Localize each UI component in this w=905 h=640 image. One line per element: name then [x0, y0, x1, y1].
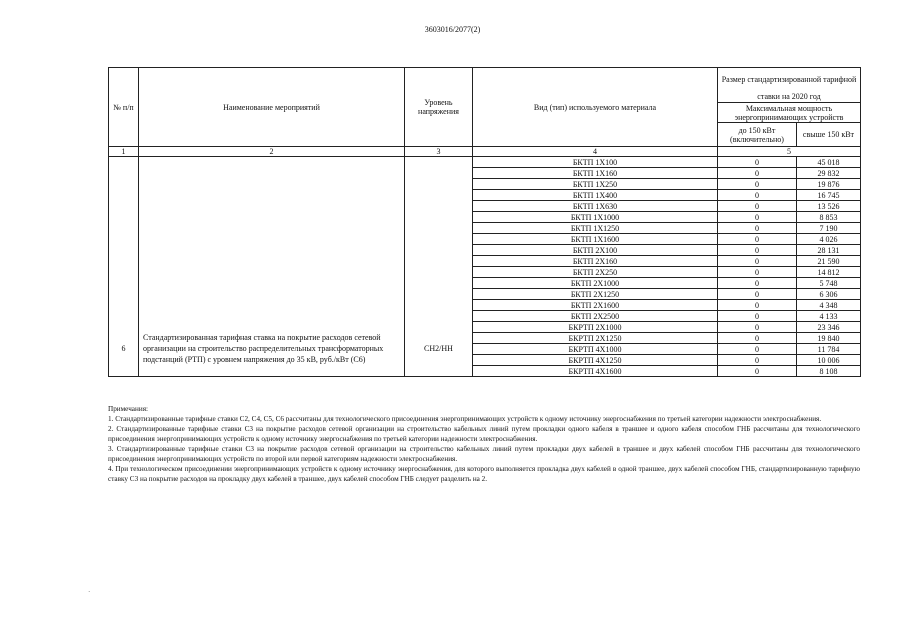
- material-cell: БКРТП 4Х1000: [473, 344, 718, 355]
- material-cell: БКТП 1Х1000: [473, 212, 718, 223]
- header-measure-name: Наименование мероприятий: [139, 68, 405, 147]
- scan-dot: ·: [88, 588, 91, 596]
- document-id: 3603016/2077(2): [424, 25, 481, 34]
- material-cell: БКРТП 2Х1000: [473, 322, 718, 333]
- table-body: [109, 157, 861, 377]
- material-cell: БКТП 2Х2500: [473, 311, 718, 322]
- upto-150-cell: 0: [718, 168, 797, 179]
- table-row: [109, 322, 861, 333]
- upto-150-cell: 0: [718, 157, 797, 168]
- column-number-3: 3: [405, 147, 473, 157]
- material-cell: БКРТП 2Х1250: [473, 333, 718, 344]
- upto-150-cell: 0: [718, 256, 797, 267]
- upto-150-cell: 0: [718, 355, 797, 366]
- header-material-type: Вид (тип) используемого материала: [473, 68, 718, 147]
- header-rate-year: ставки на 2020 год: [718, 92, 861, 103]
- item-number: 6: [109, 322, 139, 377]
- upto-150-cell: 0: [718, 333, 797, 344]
- column-number-5: 5: [718, 147, 861, 157]
- over-150-cell: 4 133: [797, 311, 861, 322]
- header-voltage-level: Уровень напряжения: [405, 68, 473, 147]
- over-150-cell: 45 018: [797, 157, 861, 168]
- over-150-cell: 21 590: [797, 256, 861, 267]
- item-name: Стандартизированная тарифная ставка на покрытие расходов сетевой организации на строительство распределительных трансформаторных подстанций (РТП) с уровнем напряжения до 35 кВ, руб./кВт (С6): [139, 322, 405, 377]
- material-cell: БКТП 2Х160: [473, 256, 718, 267]
- over-150-cell: 7 190: [797, 223, 861, 234]
- empty-cell: [405, 157, 473, 322]
- material-cell: БКТП 1Х630: [473, 201, 718, 212]
- over-150-cell: 13 526: [797, 201, 861, 212]
- over-150-cell: 8 853: [797, 212, 861, 223]
- upto-150-cell: 0: [718, 311, 797, 322]
- empty-cell: [109, 157, 139, 322]
- material-cell: БКРТП 4Х1600: [473, 366, 718, 377]
- material-cell: БКТП 2Х250: [473, 267, 718, 278]
- notes-section: [108, 404, 860, 484]
- material-cell: БКТП 1Х1250: [473, 223, 718, 234]
- upto-150-cell: 0: [718, 190, 797, 201]
- over-150-cell: 16 745: [797, 190, 861, 201]
- over-150-cell: 14 812: [797, 267, 861, 278]
- upto-150-cell: 0: [718, 212, 797, 223]
- upto-150-cell: 0: [718, 245, 797, 256]
- upto-150-cell: 0: [718, 278, 797, 289]
- table-row: [109, 157, 861, 168]
- over-150-cell: 19 876: [797, 179, 861, 190]
- material-cell: БКТП 2Х100: [473, 245, 718, 256]
- over-150-cell: 19 840: [797, 333, 861, 344]
- empty-cell: [139, 157, 405, 322]
- tariff-table: [108, 67, 861, 377]
- header-max-power-line1: Максимальная мощность: [745, 103, 833, 113]
- note-item: 1. Стандартизированные тарифные ставки С2, С4, С5, С6 рассчитаны для технологического присоединения энергопринимающих устройств к одному источнику энергоснабжения по третьей категории надежности электроснабжения.: [108, 415, 822, 423]
- item-voltage: СН2/НН: [405, 322, 473, 377]
- over-150-cell: 8 108: [797, 366, 861, 377]
- over-150-cell: 23 346: [797, 322, 861, 333]
- note-item: 3. Стандартизированные тарифные ставки С3 на покрытие расходов сетевой организации на строительство кабельных линий путем прокладки двух кабелей в траншее и двух кабелей способом ГНБ рассчитаны для технологического присоединения энергопринимающих устройств по второй или первой категориям надежности электроснабжения.: [108, 445, 860, 463]
- material-cell: БКТП 1Х1600: [473, 234, 718, 245]
- over-150-cell: 4 348: [797, 300, 861, 311]
- upto-150-cell: 0: [718, 322, 797, 333]
- over-150-cell: 29 832: [797, 168, 861, 179]
- notes-title: Примечания:: [108, 405, 148, 413]
- material-cell: БКТП 1Х100: [473, 157, 718, 168]
- header-number: № п/п: [109, 68, 139, 147]
- over-150-cell: 11 784: [797, 344, 861, 355]
- material-cell: БКТП 1Х400: [473, 190, 718, 201]
- header-over-150: свыше 150 кВт: [797, 123, 861, 147]
- column-number-2: 2: [139, 147, 405, 157]
- material-cell: БКТП 2Х1000: [473, 278, 718, 289]
- column-number-4: 4: [473, 147, 718, 157]
- material-cell: БКТП 2Х1250: [473, 289, 718, 300]
- over-150-cell: 4 026: [797, 234, 861, 245]
- upto-150-cell: 0: [718, 344, 797, 355]
- material-cell: БКТП 1Х250: [473, 179, 718, 190]
- header-rate-title-line1: Размер стандартизированной тарифной: [721, 75, 857, 85]
- note-item: 4. При технологическом присоединении энергопринимающих устройств к одному источнику энергоснабжения, для которого выполняется прокладка двух кабелей в одной траншее, двух кабелей способом ГНБ, стандартизированную тарифную ставку С3 на покрытие расходов на прокладку двух кабелей в траншее, двух кабелей способом ГНБ следует разделить на 2.: [108, 465, 860, 483]
- column-number-1: 1: [109, 147, 139, 157]
- over-150-cell: 28 131: [797, 245, 861, 256]
- header-upto-150: до 150 кВт (включительно): [718, 123, 797, 147]
- header-max-power-line2: энергопринимающих устройств: [734, 112, 844, 122]
- upto-150-cell: 0: [718, 234, 797, 245]
- note-item: 2. Стандартизированные тарифные ставки С3 на покрытие расходов сетевой организации на строительство кабельных линий путем прокладки одного кабеля в траншее и одного кабеля способом ГНБ рассчитаны для технологического присоединения энергопринимающих устройств к одному источнику энергоснабжения по третьей категории надежности электроснабжения.: [108, 425, 860, 443]
- upto-150-cell: 0: [718, 289, 797, 300]
- upto-150-cell: 0: [718, 179, 797, 190]
- upto-150-cell: 0: [718, 366, 797, 377]
- over-150-cell: 5 748: [797, 278, 861, 289]
- upto-150-cell: 0: [718, 267, 797, 278]
- header-max-power: [718, 103, 861, 123]
- upto-150-cell: 0: [718, 201, 797, 212]
- material-cell: БКРТП 4Х1250: [473, 355, 718, 366]
- upto-150-cell: 0: [718, 223, 797, 234]
- upto-150-cell: 0: [718, 300, 797, 311]
- over-150-cell: 10 006: [797, 355, 861, 366]
- material-cell: БКТП 1Х160: [473, 168, 718, 179]
- material-cell: БКТП 2Х1600: [473, 300, 718, 311]
- header-rate-title: [718, 68, 861, 92]
- over-150-cell: 6 306: [797, 289, 861, 300]
